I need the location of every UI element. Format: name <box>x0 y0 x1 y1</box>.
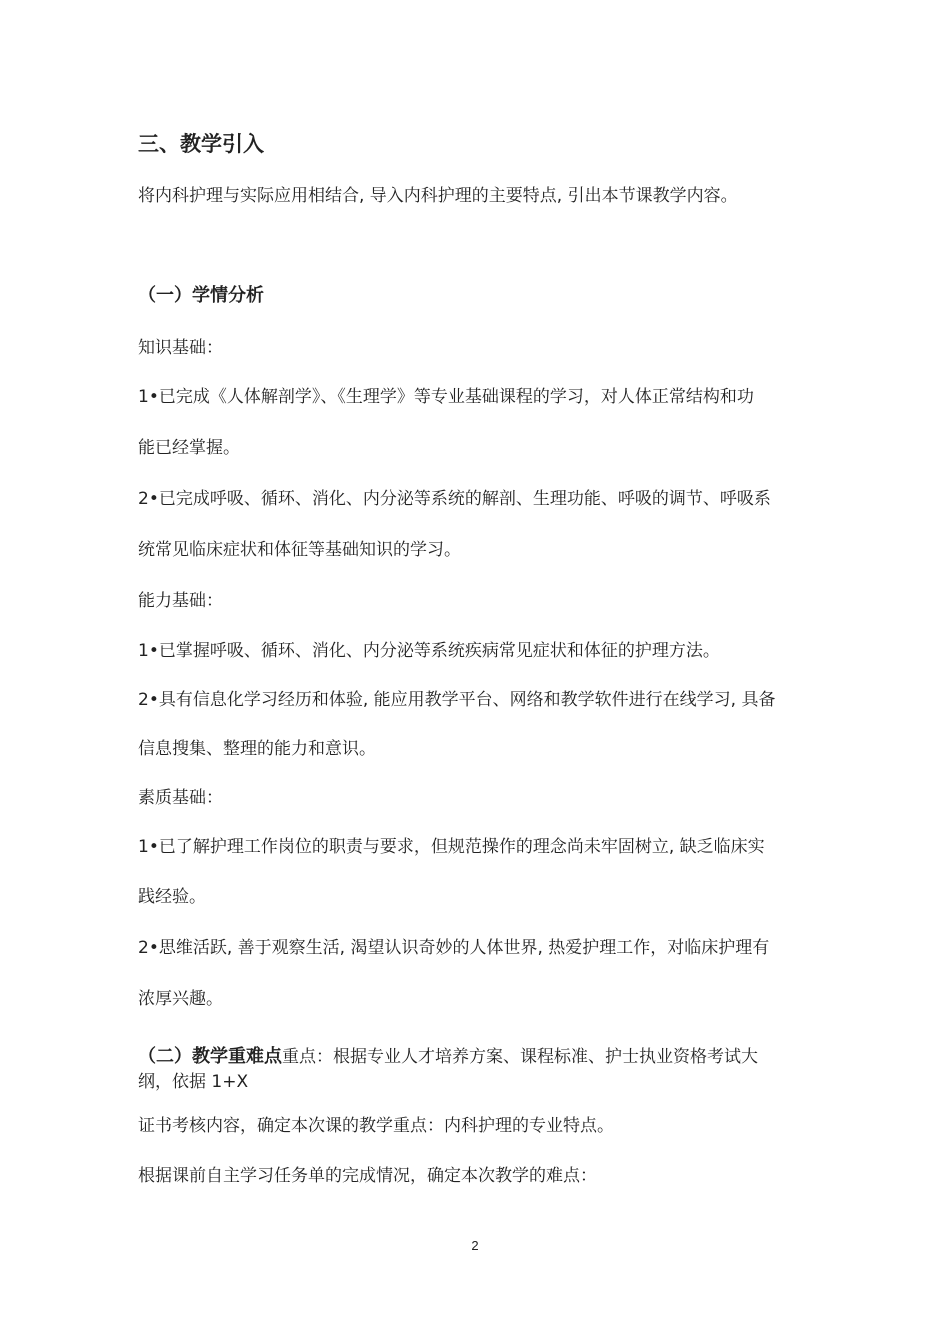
knowledge-item-1-line1: 1•已完成《人体解剖学》、《生理学》等专业基础课程的学习，对人体正常结构和功 <box>138 387 754 407</box>
page-number: 2 <box>471 1238 479 1253</box>
key-points-text: 重点：根据专业人才培养方案、课程标准、护士执业资格考试大 <box>282 1047 758 1067</box>
quality-item-1-line2: 践经验。 <box>138 887 206 907</box>
quality-item-2-line2: 浓厚兴趣。 <box>138 989 223 1009</box>
knowledge-label: 知识基础： <box>138 338 223 358</box>
ability-item-1: 1•已掌握呼吸、循环、消化、内分泌等系统疾病常见症状和体征的护理方法。 <box>138 641 720 661</box>
quality-label: 素质基础： <box>138 788 223 808</box>
ability-item-2-line1: 2•具有信息化学习经历和体验, 能应用教学平台、网络和教学软件进行在线学习, 具备 <box>138 690 776 710</box>
subsection-heading-analysis: （一）学情分析 <box>138 285 264 306</box>
key-points-paragraph-line1 <box>138 1045 758 1069</box>
key-points-paragraph-line2: 纲，依据 1+X <box>138 1072 249 1092</box>
key-points-paragraph-line3: 证书考核内容，确定本次课的教学重点：内科护理的专业特点。 <box>138 1116 614 1136</box>
knowledge-item-1-line2: 能已经掌握。 <box>138 438 240 458</box>
ability-label: 能力基础： <box>138 591 223 611</box>
difficulty-paragraph: 根据课前自主学习任务单的完成情况，确定本次教学的难点： <box>138 1166 597 1186</box>
quality-item-2-line1: 2•思维活跃, 善于观察生活, 渴望认识奇妙的人体世界, 热爱护理工作，对临床护理有 <box>138 938 770 958</box>
quality-item-1-line1: 1•已了解护理工作岗位的职责与要求，但规范操作的理念尚未牢固树立, 缺乏临床实 <box>138 837 765 857</box>
intro-paragraph: 将内科护理与实际应用相结合, 导入内科护理的主要特点, 引出本节课教学内容。 <box>138 186 738 206</box>
subsection-heading-key-points: （二）教学重难点 <box>138 1046 282 1067</box>
ability-item-2-line2: 信息搜集、整理的能力和意识。 <box>138 739 376 759</box>
section-heading: 三、教学引入 <box>138 132 264 156</box>
knowledge-item-2-line1: 2•已完成呼吸、循环、消化、内分泌等系统的解剖、生理功能、呼吸的调节、呼吸系 <box>138 489 771 509</box>
knowledge-item-2-line2: 统常见临床症状和体征等基础知识的学习。 <box>138 540 461 560</box>
